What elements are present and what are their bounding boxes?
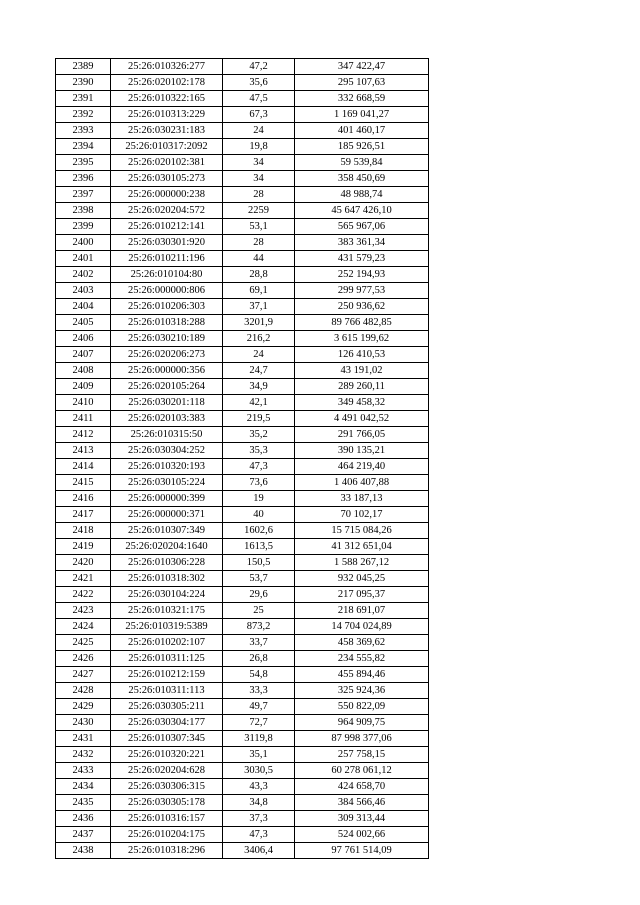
area-cell: 150,5: [223, 555, 295, 571]
cadastral-number-cell: 25:26:010104:80: [111, 267, 223, 283]
table-row: [56, 411, 429, 427]
row-number-cell: 2410: [56, 395, 111, 411]
area-cell: 24,7: [223, 363, 295, 379]
area-cell: 33,7: [223, 635, 295, 651]
table-row: [56, 827, 429, 843]
cadastral-value-cell: 234 555,82: [295, 651, 429, 667]
cadastral-number-cell: 25:26:020206:273: [111, 347, 223, 363]
cadastral-number-cell: 25:26:010326:277: [111, 59, 223, 75]
row-number-cell: 2431: [56, 731, 111, 747]
area-cell: 44: [223, 251, 295, 267]
table-row: [56, 155, 429, 171]
cadastral-number-cell: 25:26:030104:224: [111, 587, 223, 603]
table-row: [56, 635, 429, 651]
cadastral-number-cell: 25:26:010320:221: [111, 747, 223, 763]
table-row: [56, 219, 429, 235]
area-cell: 34,8: [223, 795, 295, 811]
area-cell: 49,7: [223, 699, 295, 715]
table-row: [56, 523, 429, 539]
cadastral-value-cell: 291 766,05: [295, 427, 429, 443]
cadastral-number-cell: 25:26:000000:806: [111, 283, 223, 299]
cadastral-number-cell: 25:26:020204:1640: [111, 539, 223, 555]
row-number-cell: 2391: [56, 91, 111, 107]
row-number-cell: 2400: [56, 235, 111, 251]
area-cell: 24: [223, 347, 295, 363]
area-cell: 25: [223, 603, 295, 619]
cadastral-value-cell: 70 102,17: [295, 507, 429, 523]
cadastral-value-cell: 455 894,46: [295, 667, 429, 683]
cadastral-value-cell: 126 410,53: [295, 347, 429, 363]
area-cell: 47,3: [223, 459, 295, 475]
row-number-cell: 2432: [56, 747, 111, 763]
cadastral-value-cell: 358 450,69: [295, 171, 429, 187]
area-cell: 26,8: [223, 651, 295, 667]
cadastral-number-cell: 25:26:030201:118: [111, 395, 223, 411]
cadastral-number-cell: 25:26:010318:288: [111, 315, 223, 331]
cadastral-number-cell: 25:26:010320:193: [111, 459, 223, 475]
cadastral-number-cell: 25:26:020102:381: [111, 155, 223, 171]
area-cell: 34: [223, 171, 295, 187]
area-cell: 35,1: [223, 747, 295, 763]
row-number-cell: 2405: [56, 315, 111, 331]
area-cell: 37,3: [223, 811, 295, 827]
cadastral-number-cell: 25:26:010212:159: [111, 667, 223, 683]
row-number-cell: 2425: [56, 635, 111, 651]
cadastral-value-table: [55, 58, 429, 859]
cadastral-value-cell: 309 313,44: [295, 811, 429, 827]
area-cell: 29,6: [223, 587, 295, 603]
area-cell: 28: [223, 187, 295, 203]
area-cell: 54,8: [223, 667, 295, 683]
cadastral-value-cell: 332 668,59: [295, 91, 429, 107]
area-cell: 34: [223, 155, 295, 171]
table-row: [56, 363, 429, 379]
table-row: [56, 443, 429, 459]
table-row: [56, 171, 429, 187]
table-row: [56, 187, 429, 203]
table-row: [56, 475, 429, 491]
row-number-cell: 2419: [56, 539, 111, 555]
cadastral-value-cell: 299 977,53: [295, 283, 429, 299]
table-row: [56, 459, 429, 475]
cadastral-number-cell: 25:26:010311:113: [111, 683, 223, 699]
row-number-cell: 2438: [56, 843, 111, 859]
cadastral-number-cell: 25:26:030301:920: [111, 235, 223, 251]
row-number-cell: 2415: [56, 475, 111, 491]
row-number-cell: 2390: [56, 75, 111, 91]
area-cell: 873,2: [223, 619, 295, 635]
table-row: [56, 427, 429, 443]
table-row: [56, 315, 429, 331]
cadastral-number-cell: 25:26:020105:264: [111, 379, 223, 395]
cadastral-value-cell: 550 822,09: [295, 699, 429, 715]
table-row: [56, 507, 429, 523]
cadastral-number-cell: 25:26:020103:383: [111, 411, 223, 427]
cadastral-value-cell: 295 107,63: [295, 75, 429, 91]
area-cell: 42,1: [223, 395, 295, 411]
cadastral-value-cell: 1 406 407,88: [295, 475, 429, 491]
row-number-cell: 2414: [56, 459, 111, 475]
row-number-cell: 2423: [56, 603, 111, 619]
table-row: [56, 123, 429, 139]
cadastral-value-cell: 87 998 377,06: [295, 731, 429, 747]
cadastral-number-cell: 25:26:000000:399: [111, 491, 223, 507]
table-row: [56, 75, 429, 91]
row-number-cell: 2389: [56, 59, 111, 75]
cadastral-number-cell: 25:26:030105:273: [111, 171, 223, 187]
cadastral-value-cell: 401 460,17: [295, 123, 429, 139]
row-number-cell: 2427: [56, 667, 111, 683]
row-number-cell: 2417: [56, 507, 111, 523]
cadastral-value-cell: 1 169 041,27: [295, 107, 429, 123]
cadastral-value-cell: 217 095,37: [295, 587, 429, 603]
row-number-cell: 2434: [56, 779, 111, 795]
row-number-cell: 2398: [56, 203, 111, 219]
cadastral-value-cell: 59 539,84: [295, 155, 429, 171]
area-cell: 53,1: [223, 219, 295, 235]
cadastral-value-cell: 185 926,51: [295, 139, 429, 155]
cadastral-number-cell: 25:26:030105:224: [111, 475, 223, 491]
row-number-cell: 2422: [56, 587, 111, 603]
cadastral-number-cell: 25:26:000000:238: [111, 187, 223, 203]
row-number-cell: 2421: [56, 571, 111, 587]
table-row: [56, 843, 429, 859]
row-number-cell: 2413: [56, 443, 111, 459]
cadastral-number-cell: 25:26:010318:296: [111, 843, 223, 859]
cadastral-value-cell: 458 369,62: [295, 635, 429, 651]
cadastral-number-cell: 25:26:030305:178: [111, 795, 223, 811]
table-row: [56, 587, 429, 603]
cadastral-number-cell: 25:26:010307:345: [111, 731, 223, 747]
row-number-cell: 2397: [56, 187, 111, 203]
area-cell: 1613,5: [223, 539, 295, 555]
area-cell: 43,3: [223, 779, 295, 795]
row-number-cell: 2392: [56, 107, 111, 123]
table-row: [56, 395, 429, 411]
cadastral-number-cell: 25:26:010212:141: [111, 219, 223, 235]
table-row: [56, 651, 429, 667]
cadastral-number-cell: 25:26:010211:196: [111, 251, 223, 267]
area-cell: 67,3: [223, 107, 295, 123]
cadastral-number-cell: 25:26:030210:189: [111, 331, 223, 347]
row-number-cell: 2420: [56, 555, 111, 571]
cadastral-value-cell: 565 967,06: [295, 219, 429, 235]
row-number-cell: 2407: [56, 347, 111, 363]
area-cell: 219,5: [223, 411, 295, 427]
area-cell: 35,3: [223, 443, 295, 459]
row-number-cell: 2408: [56, 363, 111, 379]
table-body: [56, 59, 429, 859]
table-row: [56, 555, 429, 571]
area-cell: 35,2: [223, 427, 295, 443]
table-row: [56, 491, 429, 507]
area-cell: 34,9: [223, 379, 295, 395]
area-cell: 33,3: [223, 683, 295, 699]
cadastral-value-cell: 218 691,07: [295, 603, 429, 619]
row-number-cell: 2402: [56, 267, 111, 283]
table-row: [56, 699, 429, 715]
cadastral-value-cell: 257 758,15: [295, 747, 429, 763]
row-number-cell: 2428: [56, 683, 111, 699]
area-cell: 69,1: [223, 283, 295, 299]
cadastral-number-cell: 25:26:010313:229: [111, 107, 223, 123]
table-row: [56, 667, 429, 683]
area-cell: 53,7: [223, 571, 295, 587]
cadastral-number-cell: 25:26:010315:50: [111, 427, 223, 443]
area-cell: 28: [223, 235, 295, 251]
cadastral-value-cell: 41 312 651,04: [295, 539, 429, 555]
row-number-cell: 2403: [56, 283, 111, 299]
table-row: [56, 331, 429, 347]
cadastral-number-cell: 25:26:030305:211: [111, 699, 223, 715]
table-row: [56, 603, 429, 619]
cadastral-value-cell: 252 194,93: [295, 267, 429, 283]
cadastral-value-cell: 289 260,11: [295, 379, 429, 395]
table-row: [56, 731, 429, 747]
table-row: [56, 347, 429, 363]
area-cell: 73,6: [223, 475, 295, 491]
area-cell: 19,8: [223, 139, 295, 155]
cadastral-number-cell: 25:26:010307:349: [111, 523, 223, 539]
cadastral-value-cell: 14 704 024,89: [295, 619, 429, 635]
cadastral-value-cell: 932 045,25: [295, 571, 429, 587]
row-number-cell: 2401: [56, 251, 111, 267]
cadastral-value-cell: 431 579,23: [295, 251, 429, 267]
row-number-cell: 2418: [56, 523, 111, 539]
cadastral-value-cell: 89 766 482,85: [295, 315, 429, 331]
cadastral-value-cell: 349 458,32: [295, 395, 429, 411]
row-number-cell: 2404: [56, 299, 111, 315]
area-cell: 24: [223, 123, 295, 139]
cadastral-number-cell: 25:26:030304:177: [111, 715, 223, 731]
row-number-cell: 2412: [56, 427, 111, 443]
cadastral-number-cell: 25:26:010319:5389: [111, 619, 223, 635]
cadastral-value-cell: 384 566,46: [295, 795, 429, 811]
row-number-cell: 2393: [56, 123, 111, 139]
cadastral-value-cell: 1 588 267,12: [295, 555, 429, 571]
cadastral-number-cell: 25:26:010311:125: [111, 651, 223, 667]
area-cell: 1602,6: [223, 523, 295, 539]
cadastral-value-cell: 325 924,36: [295, 683, 429, 699]
area-cell: 2259: [223, 203, 295, 219]
row-number-cell: 2416: [56, 491, 111, 507]
cadastral-value-cell: 33 187,13: [295, 491, 429, 507]
area-cell: 28,8: [223, 267, 295, 283]
cadastral-value-cell: 4 491 042,52: [295, 411, 429, 427]
row-number-cell: 2436: [56, 811, 111, 827]
cadastral-value-cell: 347 422,47: [295, 59, 429, 75]
table-row: [56, 379, 429, 395]
cadastral-number-cell: 25:26:020204:628: [111, 763, 223, 779]
table-row: [56, 267, 429, 283]
table-row: [56, 299, 429, 315]
row-number-cell: 2411: [56, 411, 111, 427]
table-row: [56, 59, 429, 75]
cadastral-value-cell: 97 761 514,09: [295, 843, 429, 859]
cadastral-value-cell: 964 909,75: [295, 715, 429, 731]
area-cell: 35,6: [223, 75, 295, 91]
table-row: [56, 283, 429, 299]
table-row: [56, 571, 429, 587]
area-cell: 3119,8: [223, 731, 295, 747]
area-cell: 40: [223, 507, 295, 523]
cadastral-number-cell: 25:26:020102:178: [111, 75, 223, 91]
row-number-cell: 2433: [56, 763, 111, 779]
cadastral-number-cell: 25:26:010306:228: [111, 555, 223, 571]
row-number-cell: 2394: [56, 139, 111, 155]
table-row: [56, 779, 429, 795]
row-number-cell: 2426: [56, 651, 111, 667]
cadastral-value-cell: 3 615 199,62: [295, 331, 429, 347]
cadastral-number-cell: 25:26:000000:371: [111, 507, 223, 523]
cadastral-number-cell: 25:26:010317:2092: [111, 139, 223, 155]
row-number-cell: 2395: [56, 155, 111, 171]
table-row: [56, 203, 429, 219]
area-cell: 37,1: [223, 299, 295, 315]
row-number-cell: 2435: [56, 795, 111, 811]
cadastral-value-cell: 15 715 084,26: [295, 523, 429, 539]
table-row: [56, 235, 429, 251]
cadastral-value-cell: 424 658,70: [295, 779, 429, 795]
area-cell: 47,5: [223, 91, 295, 107]
table-row: [56, 795, 429, 811]
row-number-cell: 2430: [56, 715, 111, 731]
row-number-cell: 2396: [56, 171, 111, 187]
area-cell: 47,2: [223, 59, 295, 75]
row-number-cell: 2409: [56, 379, 111, 395]
cadastral-number-cell: 25:26:030306:315: [111, 779, 223, 795]
area-cell: 3201,9: [223, 315, 295, 331]
row-number-cell: 2399: [56, 219, 111, 235]
cadastral-number-cell: 25:26:000000:356: [111, 363, 223, 379]
cadastral-number-cell: 25:26:020204:572: [111, 203, 223, 219]
area-cell: 47,3: [223, 827, 295, 843]
cadastral-number-cell: 25:26:010322:165: [111, 91, 223, 107]
cadastral-value-cell: 383 361,34: [295, 235, 429, 251]
cadastral-number-cell: 25:26:010316:157: [111, 811, 223, 827]
cadastral-value-cell: 250 936,62: [295, 299, 429, 315]
area-cell: 3406,4: [223, 843, 295, 859]
area-cell: 216,2: [223, 331, 295, 347]
cadastral-value-cell: 45 647 426,10: [295, 203, 429, 219]
table-row: [56, 251, 429, 267]
row-number-cell: 2406: [56, 331, 111, 347]
cadastral-value-cell: 464 219,40: [295, 459, 429, 475]
cadastral-number-cell: 25:26:010204:175: [111, 827, 223, 843]
cadastral-number-cell: 25:26:030231:183: [111, 123, 223, 139]
area-cell: 72,7: [223, 715, 295, 731]
table-row: [56, 107, 429, 123]
cadastral-number-cell: 25:26:030304:252: [111, 443, 223, 459]
table-row: [56, 139, 429, 155]
cadastral-value-cell: 524 002,66: [295, 827, 429, 843]
table-row: [56, 619, 429, 635]
cadastral-number-cell: 25:26:010202:107: [111, 635, 223, 651]
cadastral-value-cell: 390 135,21: [295, 443, 429, 459]
cadastral-number-cell: 25:26:010318:302: [111, 571, 223, 587]
table-row: [56, 715, 429, 731]
table-row: [56, 811, 429, 827]
area-cell: 19: [223, 491, 295, 507]
row-number-cell: 2429: [56, 699, 111, 715]
cadastral-value-cell: 60 278 061,12: [295, 763, 429, 779]
cadastral-value-cell: 48 988,74: [295, 187, 429, 203]
cadastral-value-cell: 43 191,02: [295, 363, 429, 379]
cadastral-number-cell: 25:26:010321:175: [111, 603, 223, 619]
table-row: [56, 763, 429, 779]
area-cell: 3030,5: [223, 763, 295, 779]
table-row: [56, 683, 429, 699]
table-row: [56, 91, 429, 107]
table-row: [56, 747, 429, 763]
table-row: [56, 539, 429, 555]
cadastral-number-cell: 25:26:010206:303: [111, 299, 223, 315]
row-number-cell: 2437: [56, 827, 111, 843]
row-number-cell: 2424: [56, 619, 111, 635]
